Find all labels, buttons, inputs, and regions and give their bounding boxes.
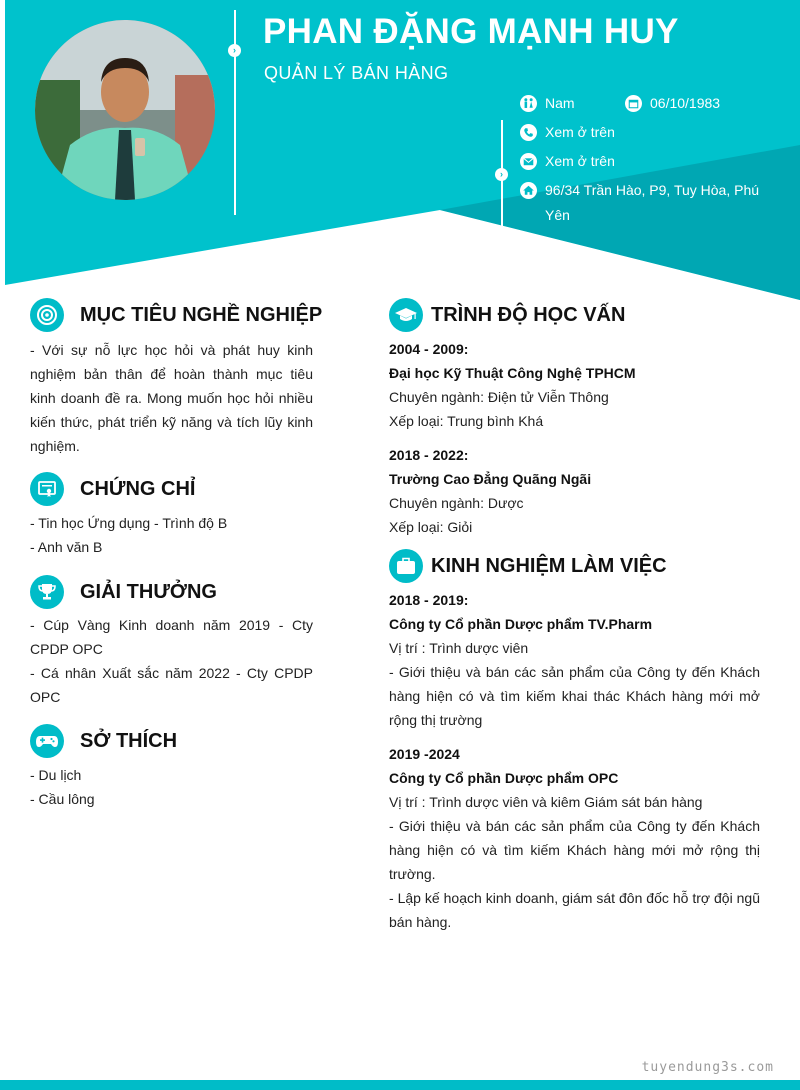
awards-heading <box>30 575 217 609</box>
certificates-heading <box>30 472 195 506</box>
phone-value: Xem ở trên <box>545 124 615 140</box>
avatar <box>35 20 215 200</box>
hobbies-heading <box>30 724 177 758</box>
contact-email <box>520 149 615 174</box>
experience-position: Vị trí : Trình dược viên <box>389 640 529 656</box>
calendar-icon <box>625 95 642 112</box>
experience-company: Công ty Cổ phần Dược phẩm TV.Pharm <box>389 616 653 632</box>
certificate-icon <box>30 472 64 506</box>
certificates-title: CHỨNG CHỈ <box>80 477 196 500</box>
experience-title: KINH NGHIỆM LÀM VIỆC <box>431 554 667 577</box>
email-icon <box>520 153 537 170</box>
birthdate-value: 06/10/1983 <box>650 95 721 111</box>
contact-birthdate <box>625 91 720 116</box>
education-title: TRÌNH ĐỘ HỌC VẤN <box>431 303 626 326</box>
education-period: 2004 - 2009: <box>389 341 469 357</box>
experience-duty: - Lập kế hoạch kinh doanh, giám sát đôn đốc hỗ trợ đội ngũ bán hàng. <box>389 890 760 930</box>
chevron-right-icon: › <box>495 168 508 181</box>
candidate-role: QUẢN LÝ BÁN HÀNG <box>264 63 449 83</box>
hobbies-title: SỞ THÍCH <box>80 729 178 752</box>
education-grade: Xếp loại: Giỏi <box>389 519 473 535</box>
objective-heading <box>30 298 322 332</box>
trophy-icon <box>30 575 64 609</box>
experience-company: Công ty Cổ phần Dược phẩm OPC <box>389 770 619 786</box>
address-value: 96/34 Trần Hào, P9, Tuy Hòa, Phú Yên <box>545 182 760 223</box>
chevron-right-icon: › <box>228 44 241 57</box>
objective-text: - Với sự nỗ lực học hỏi và phát huy kinh nghiệm bản thân để hoàn thành mục tiêu kinh doanh đề ra. Mong muốn học hỏi nhiều kiến thức, phát triển kỹ năng và tích lũy kinh nghiệm. <box>30 342 313 454</box>
awards-title: GIẢI THƯỞNG <box>80 580 217 603</box>
graduation-cap-icon <box>389 298 423 332</box>
education-period: 2018 - 2022: <box>389 447 469 463</box>
experience-duty: - Giới thiệu và bán các sản phẩm của Công ty đến Khách hàng hiện có và tìm kiếm khai thác Khách hàng mới mở rộng thị trường <box>389 664 760 728</box>
certificate-item: - Anh văn B <box>30 539 103 555</box>
phone-icon <box>520 124 537 141</box>
experience-duty: - Giới thiệu và bán các sản phẩm của Công ty đến Khách hàng hiện có và tìm kiếm Khách hàng mới mở rộng thị trường. <box>389 818 760 882</box>
contact-gender <box>520 91 575 116</box>
target-icon <box>30 298 64 332</box>
education-school: Đại học Kỹ Thuật Công Nghệ TPHCM <box>389 365 636 381</box>
footer-bar <box>0 1080 800 1090</box>
home-icon <box>520 182 537 199</box>
education-major: Chuyên ngành: Điện tử Viễn Thông <box>389 389 609 405</box>
watermark: tuyendung3s.com <box>641 1060 774 1075</box>
hobby-item: - Cầu lông <box>30 791 95 807</box>
candidate-name: PHAN ĐẶNG MẠNH HUY <box>263 12 679 51</box>
experience-period: 2019 -2024 <box>389 746 460 762</box>
briefcase-icon <box>389 549 423 583</box>
award-item: - Cúp Vàng Kinh doanh năm 2019 - Cty CPDP OPC <box>30 617 313 657</box>
objective-title: MỤC TIÊU NGHỀ NGHIỆP <box>80 303 323 326</box>
hobby-item: - Du lịch <box>30 767 82 783</box>
education-major: Chuyên ngành: Dược <box>389 495 524 511</box>
education-school: Trường Cao Đẳng Quãng Ngãi <box>389 471 592 487</box>
gender-icon <box>520 95 537 112</box>
education-grade: Xếp loại: Trung bình Khá <box>389 413 544 429</box>
gender-value: Nam <box>545 95 575 111</box>
email-value: Xem ở trên <box>545 153 615 169</box>
certificate-item: - Tin học Ứng dụng - Trình độ B <box>30 515 228 531</box>
header-divider-line <box>234 10 236 215</box>
experience-position: Vị trí : Trình dược viên và kiêm Giám sát bán hàng <box>389 794 703 810</box>
award-item: - Cá nhân Xuất sắc năm 2022 - Cty CPDP OPC <box>30 665 313 705</box>
gamepad-icon <box>30 724 64 758</box>
contact-address <box>520 178 770 228</box>
contact-phone <box>520 120 615 145</box>
education-heading <box>389 298 625 332</box>
experience-period: 2018 - 2019: <box>389 592 469 608</box>
experience-heading <box>389 549 667 583</box>
